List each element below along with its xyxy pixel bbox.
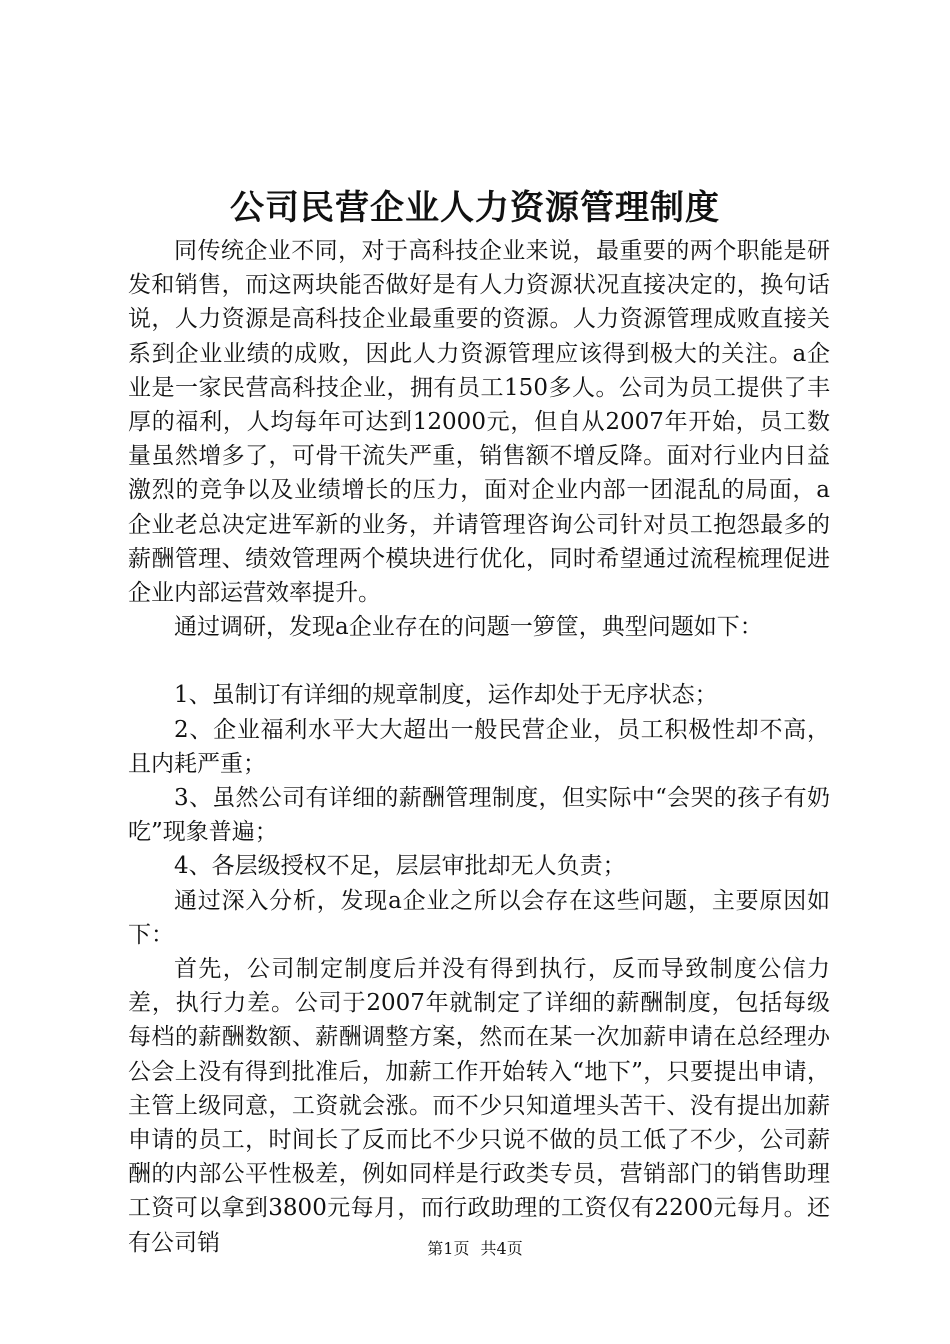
paragraph-intro: 同传统企业不同，对于高科技企业来说，最重要的两个职能是研发和销售，而这两块能否做好是有人力资源状况直接决定的，换句话说，人力资源是高科技企业最重要的资源。人力资源管理成败直接关系到企业业绩的成败，因此人力资源管理应该得到极大的关注。a企业是一家民营高科技企业，拥有员工150多人。公司为员工提供了丰厚的福利，人均每年可达到12000元，但自从2007年开始，员工数量虽然增多了，可骨干流失严重，销售额不增反降。面对行业内日益激烈的竞争以及业绩增长的压力，面对企业内部一团混乱的局面，a企业老总决定进军新的业务，并请管理咨询公司针对员工抱怨最多的薪酬管理、绩效管理两个模块进行优化，同时希望通过流程梳理促进企业内部运营效率提升。 (128, 238, 830, 607)
list-item-problem-4: 4、各层级授权不足，层层审批却无人负责； (174, 853, 626, 880)
list-item-problem-2: 2、企业福利水平大大超出一般民营企业，员工积极性却不高，且内耗严重； (128, 716, 830, 777)
list-item-problem-1: 1、虽制订有详细的规章制度，运作却处于无序状态； (174, 682, 718, 709)
page-footer (0, 1238, 950, 1260)
page-number: 第1页 (427, 1239, 470, 1258)
list-item-problem-3: 3、虽然公司有详细的薪酬管理制度，但实际中“会哭的孩子有奶吃”现象普遍； (128, 785, 830, 846)
document-title: 公司民营企业人力资源管理制度 (230, 188, 720, 228)
document-body (128, 234, 830, 1260)
paragraph-analysis-lead: 通过深入分析，发现a企业之所以会存在这些问题，主要原因如下： (128, 887, 830, 948)
page-total: 共4页 (480, 1239, 523, 1258)
paragraph-findings-lead: 通过调研，发现a企业存在的问题一箩筐，典型问题如下： (174, 614, 763, 641)
paragraph-reason-first: 首先，公司制定制度后并没有得到执行，反而导致制度公信力差，执行力差。公司于2007年就制定了详细的薪酬制度，包括每级每档的薪酬数额、薪酬调整方案，然而在某一次加薪申请在总经理办公会上没有得到批准后，加薪工作开始转入“地下”，只要提出申请，主管上级同意，工资就会涨。而不少只知道埋头苦干、没有提出加薪申请的员工，时间长了反而比不少只说不做的员工低了不少，公司薪酬的内部公平性极差，例如同样是行政类专员，营销部门的销售助理工资可以拿到3800元每月，而行政助理的工资仅有2200元每月。还有公司销 (128, 956, 830, 1256)
